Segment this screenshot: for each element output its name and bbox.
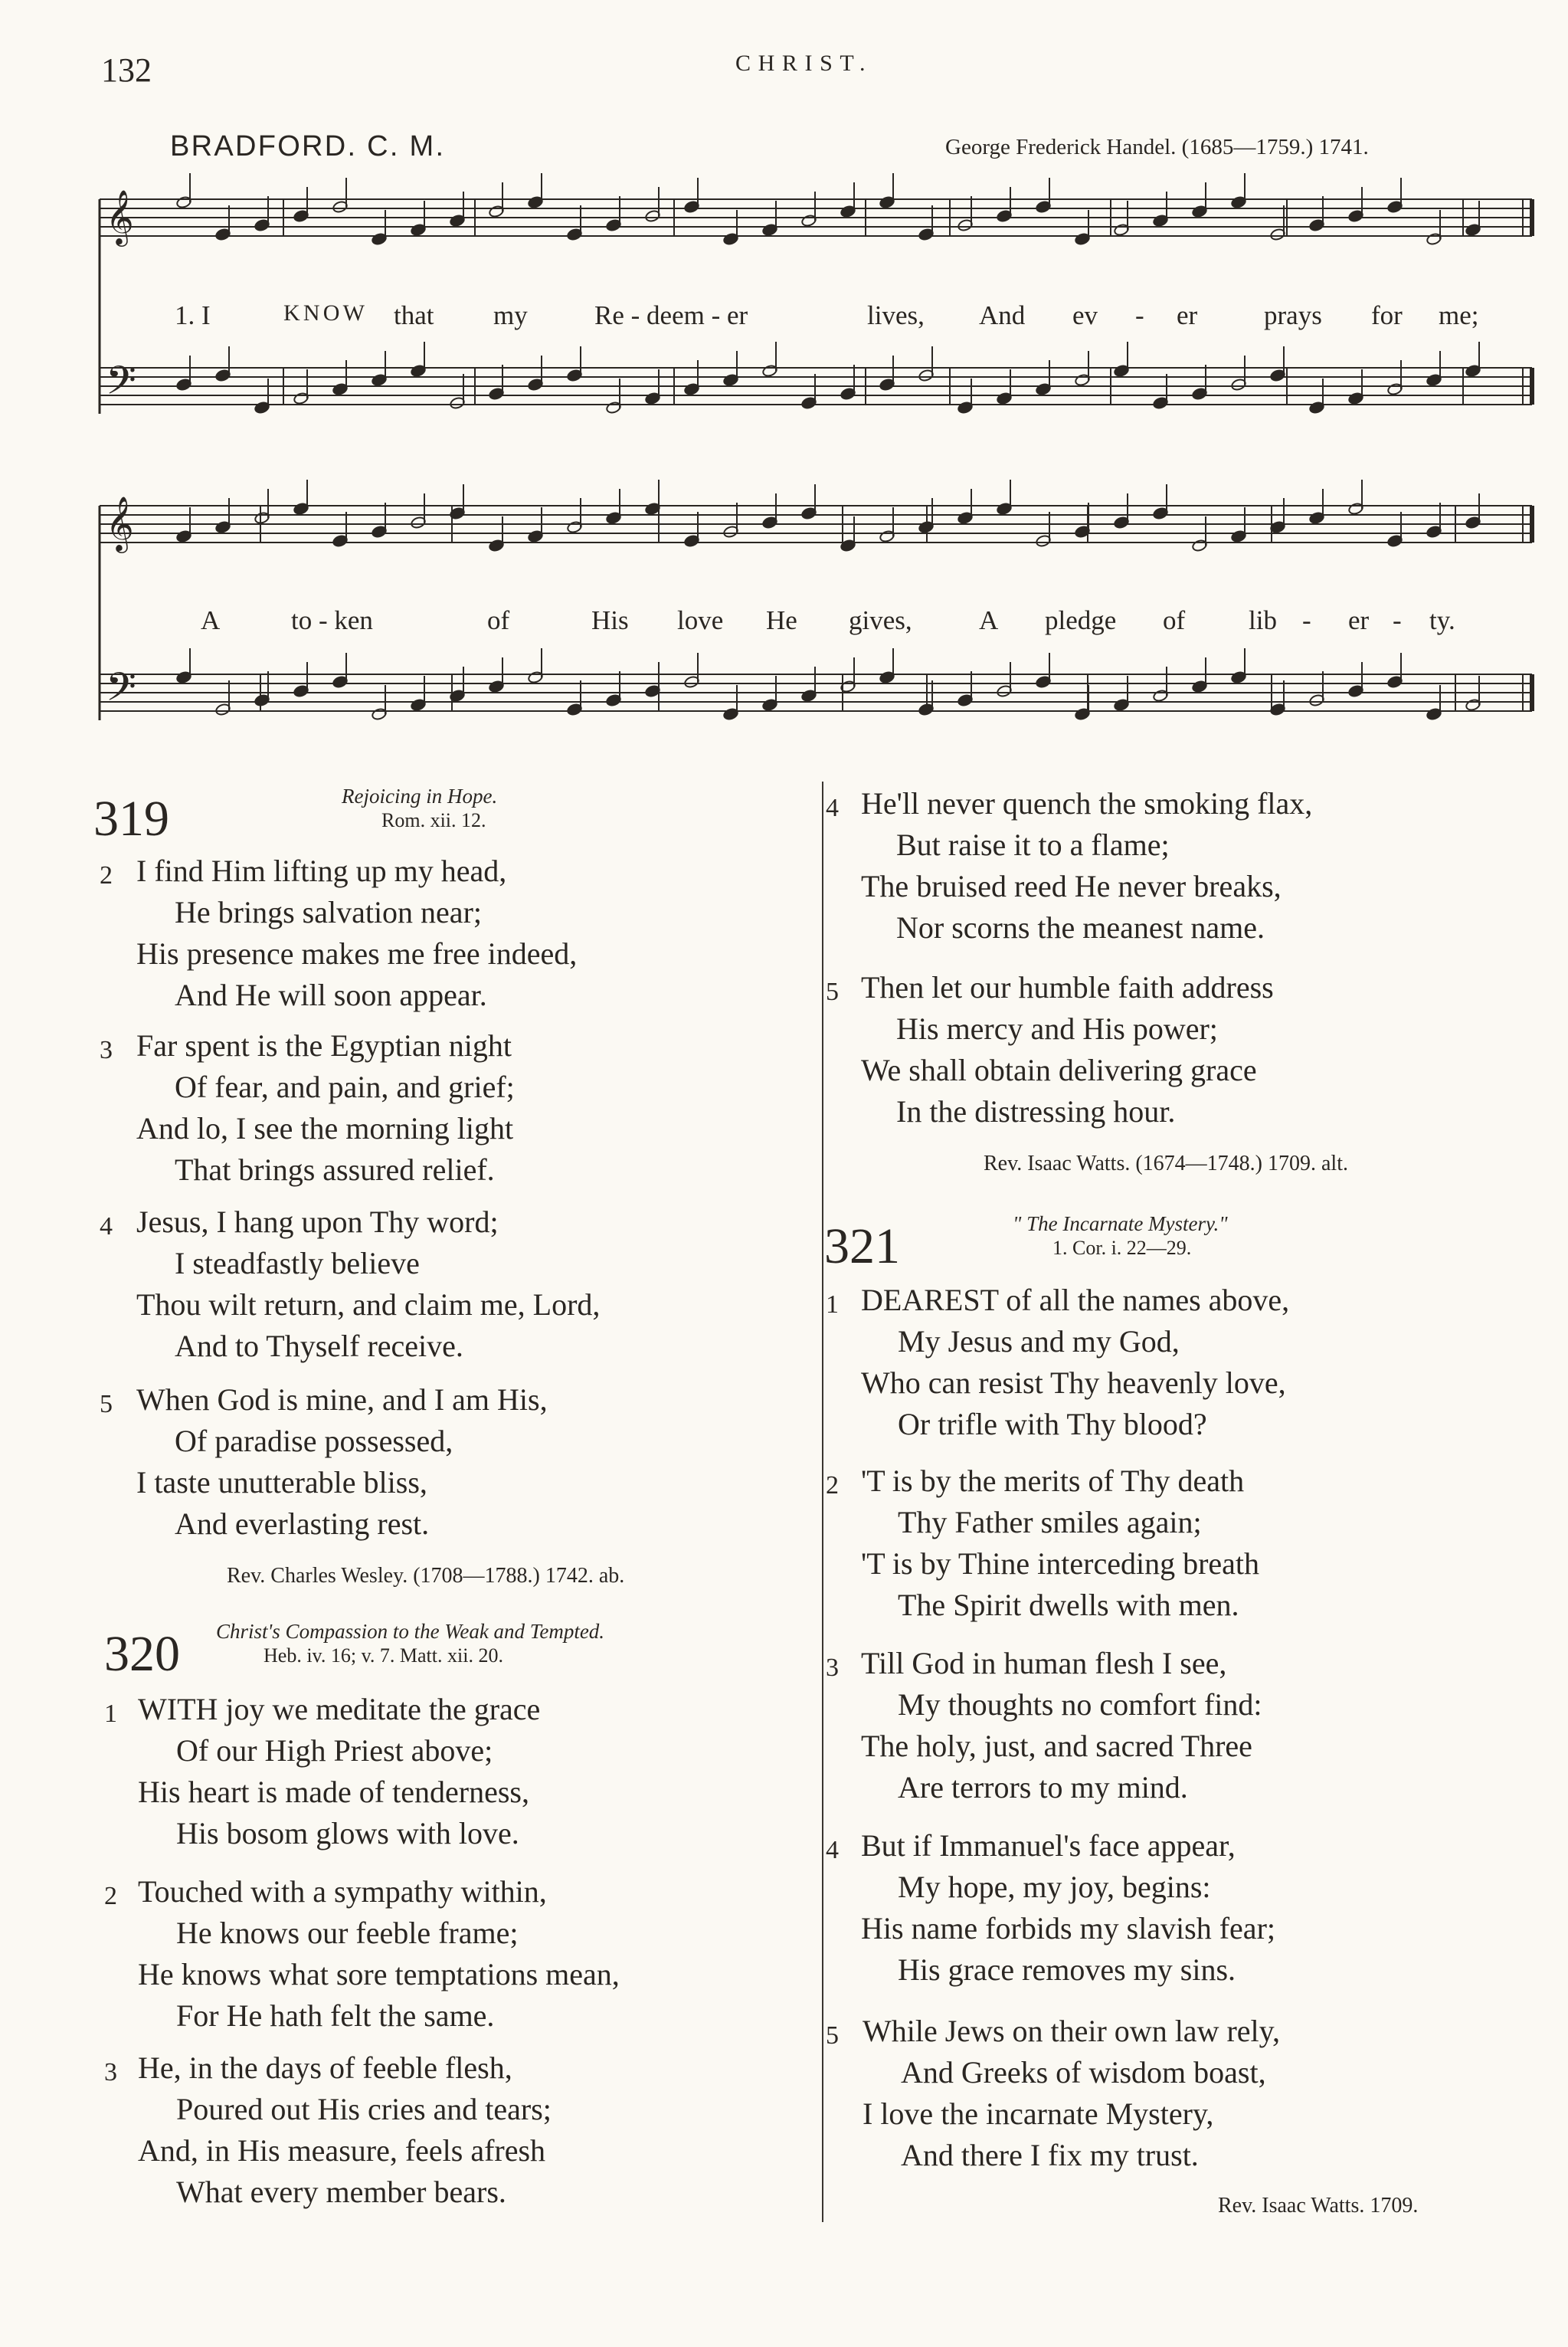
- stanza-number: 5: [826, 2021, 839, 2050]
- author-credit: Rev. Charles Wesley. (1708—1788.) 1742. ab.: [227, 1564, 625, 1588]
- lyric-word: lib: [1249, 605, 1277, 635]
- verse-line: What every member bears.: [176, 2175, 506, 2209]
- verse-line: Nor scorns the meanest name.: [896, 910, 1265, 945]
- treble-clef-icon: 𝄞: [106, 188, 134, 244]
- verse-line: Poured out His cries and tears;: [176, 2092, 552, 2126]
- lyric-word: prays: [1264, 300, 1322, 330]
- verse-line: Who can resist Thy heavenly love,: [861, 1365, 1286, 1400]
- verse-line: The bruised reed He never breaks,: [861, 869, 1282, 903]
- lyric-word: A: [979, 605, 999, 635]
- scripture-reference: Rom. xii. 12.: [381, 809, 486, 831]
- scripture-reference: Heb. iv. 16; v. 7. Matt. xii. 20.: [264, 1644, 503, 1667]
- verse-line: His bosom glows with love.: [176, 1816, 519, 1850]
- verse-line: And, in His measure, feels afresh: [138, 2133, 546, 2168]
- hymn-number: 319: [93, 791, 169, 847]
- verse-line: But if Immanuel's face appear,: [861, 1828, 1236, 1863]
- verse-line: But raise it to a flame;: [896, 828, 1170, 862]
- verse-line: My thoughts no comfort find:: [898, 1687, 1262, 1722]
- lyric-word: that: [394, 300, 434, 330]
- verse-line: DEAREST of all the names above,: [861, 1283, 1290, 1317]
- lyric-word: He: [766, 605, 797, 635]
- lyric-word: ty.: [1429, 605, 1455, 635]
- page-number: 132: [101, 51, 152, 89]
- verse-line: Of paradise possessed,: [175, 1424, 453, 1458]
- verse-line: The Spirit dwells with men.: [898, 1588, 1239, 1622]
- lyric-word: for: [1371, 300, 1403, 330]
- verse-line: He brings salvation near;: [175, 895, 482, 929]
- verse-line: And He will soon appear.: [175, 978, 487, 1012]
- verse-line: And there I fix my trust.: [901, 2138, 1199, 2172]
- author-credit: Rev. Isaac Watts. (1674—1748.) 1709. alt.: [984, 1152, 1348, 1175]
- stanza-number: 3: [100, 1036, 113, 1064]
- verse-line: The holy, just, and sacred Three: [861, 1729, 1252, 1763]
- verse-line: My Jesus and my God,: [898, 1324, 1180, 1359]
- verse-line: And to Thyself receive.: [175, 1329, 463, 1363]
- stanza-number: 2: [104, 1882, 117, 1910]
- verse-line: Till God in human flesh I see,: [861, 1646, 1227, 1680]
- lyric-word: me;: [1439, 300, 1479, 330]
- verse-line: His presence makes me free indeed,: [136, 936, 578, 971]
- hymn-number: 320: [104, 1626, 180, 1682]
- stanza-number: 1: [826, 1290, 839, 1319]
- lyric-word: 1. I: [175, 300, 211, 330]
- verse-line: That brings assured relief.: [175, 1152, 495, 1187]
- hymn-number: 321: [824, 1218, 900, 1274]
- running-head: CHRIST.: [735, 51, 873, 76]
- hymn-title: Rejoicing in Hope.: [342, 785, 498, 808]
- verse-line: Touched with a sympathy within,: [138, 1874, 547, 1909]
- lyric-word: ev: [1072, 300, 1098, 330]
- bass-clef-icon: 𝄢: [106, 664, 136, 720]
- verse-line: He knows our feeble frame;: [176, 1916, 519, 1950]
- verse-line: When God is mine, and I am His,: [136, 1382, 548, 1417]
- lyric-word: gives,: [849, 605, 912, 635]
- verse-line: Or trifle with Thy blood?: [898, 1407, 1207, 1441]
- lyric-word: er: [1348, 605, 1370, 635]
- lyric-word: A: [201, 605, 221, 635]
- lyric-word: Re - deem - er: [594, 300, 748, 330]
- verse-line: His mercy and His power;: [896, 1011, 1218, 1046]
- hymn-title: Christ's Compassion to the Weak and Tempted.: [216, 1620, 605, 1643]
- verse-line: For He hath felt the same.: [176, 1998, 495, 2033]
- author-credit: Rev. Isaac Watts. 1709.: [1218, 2194, 1419, 2218]
- lyric-word: KNOW: [283, 300, 368, 326]
- verse-line: I taste unutterable bliss,: [136, 1465, 427, 1500]
- verse-line: Then let our humble faith address: [861, 970, 1274, 1005]
- verse-line: And Greeks of wisdom boast,: [901, 2055, 1266, 2090]
- verse-line: Thou wilt return, and claim me, Lord,: [136, 1287, 601, 1322]
- stanza-number: 4: [100, 1212, 113, 1241]
- stanza-number: 2: [100, 861, 113, 890]
- verse-line: He knows what sore temptations mean,: [138, 1957, 620, 1991]
- verse-line: His name forbids my slavish fear;: [861, 1911, 1275, 1945]
- lyric-word: lives,: [867, 300, 925, 330]
- lyric-word: to - ken: [291, 605, 373, 635]
- verse-line: I find Him lifting up my head,: [136, 854, 507, 888]
- verse-line: My hope, my joy, begins:: [898, 1870, 1211, 1904]
- verse-line: He, in the days of feeble flesh,: [138, 2050, 512, 2085]
- verse-line: Are terrors to my mind.: [898, 1770, 1188, 1805]
- stanza-number: 1: [104, 1700, 117, 1728]
- verse-line: Jesus, I hang upon Thy word;: [136, 1205, 499, 1239]
- verse-line: He'll never quench the smoking flax,: [861, 786, 1313, 821]
- verse-line: Of fear, and pain, and grief;: [175, 1070, 515, 1104]
- verse-line: Thy Father smiles again;: [898, 1505, 1202, 1539]
- treble-clef-icon: 𝄞: [106, 495, 134, 551]
- stanza-number: 5: [826, 978, 839, 1006]
- verse-line: WITH joy we meditate the grace: [138, 1692, 541, 1726]
- lyric-word: love: [677, 605, 724, 635]
- lyric-word: -: [1393, 605, 1402, 635]
- verse-line: And lo, I see the morning light: [136, 1111, 514, 1146]
- lyric-word: -: [1302, 605, 1311, 635]
- verse-line: While Jews on their own law rely,: [863, 2014, 1281, 2048]
- tune-name: BRADFORD. C. M.: [170, 130, 446, 162]
- lyric-word: of: [1163, 605, 1186, 635]
- bass-clef-icon: 𝄢: [106, 357, 136, 413]
- stanza-number: 3: [826, 1654, 839, 1682]
- verse-line: I steadfastly believe: [175, 1246, 420, 1280]
- verse-line: We shall obtain delivering grace: [861, 1053, 1257, 1087]
- lyric-word: pledge: [1045, 605, 1117, 635]
- lyric-word: His: [591, 605, 629, 635]
- lyric-word: of: [487, 605, 510, 635]
- verse-line: I love the incarnate Mystery,: [863, 2096, 1214, 2131]
- verse-line: In the distressing hour.: [896, 1094, 1176, 1129]
- tune-composer: George Frederick Handel. (1685—1759.) 1741.: [945, 135, 1369, 159]
- verse-line: His grace removes my sins.: [898, 1952, 1236, 1987]
- lyric-word: my: [493, 300, 528, 330]
- lyric-word: -: [1135, 300, 1144, 330]
- verse-line: 'T is by the merits of Thy death: [861, 1464, 1245, 1498]
- stanza-number: 4: [826, 794, 839, 822]
- verse-line: Of our High Priest above;: [176, 1733, 493, 1768]
- verse-line: Far spent is the Egyptian night: [136, 1028, 512, 1063]
- stanza-number: 3: [104, 2058, 117, 2086]
- lyric-word: er: [1177, 300, 1198, 330]
- verse-line: His heart is made of tenderness,: [138, 1775, 529, 1809]
- lyric-word: And: [979, 300, 1026, 330]
- stanza-number: 5: [100, 1390, 113, 1418]
- scripture-reference: 1. Cor. i. 22—29.: [1052, 1237, 1192, 1259]
- verse-line: 'T is by Thine interceding breath: [861, 1546, 1260, 1581]
- stanza-number: 2: [826, 1471, 839, 1500]
- verse-line: And everlasting rest.: [175, 1506, 430, 1541]
- hymn-title: " The Incarnate Mystery.": [1013, 1212, 1228, 1235]
- stanza-number: 4: [826, 1836, 839, 1864]
